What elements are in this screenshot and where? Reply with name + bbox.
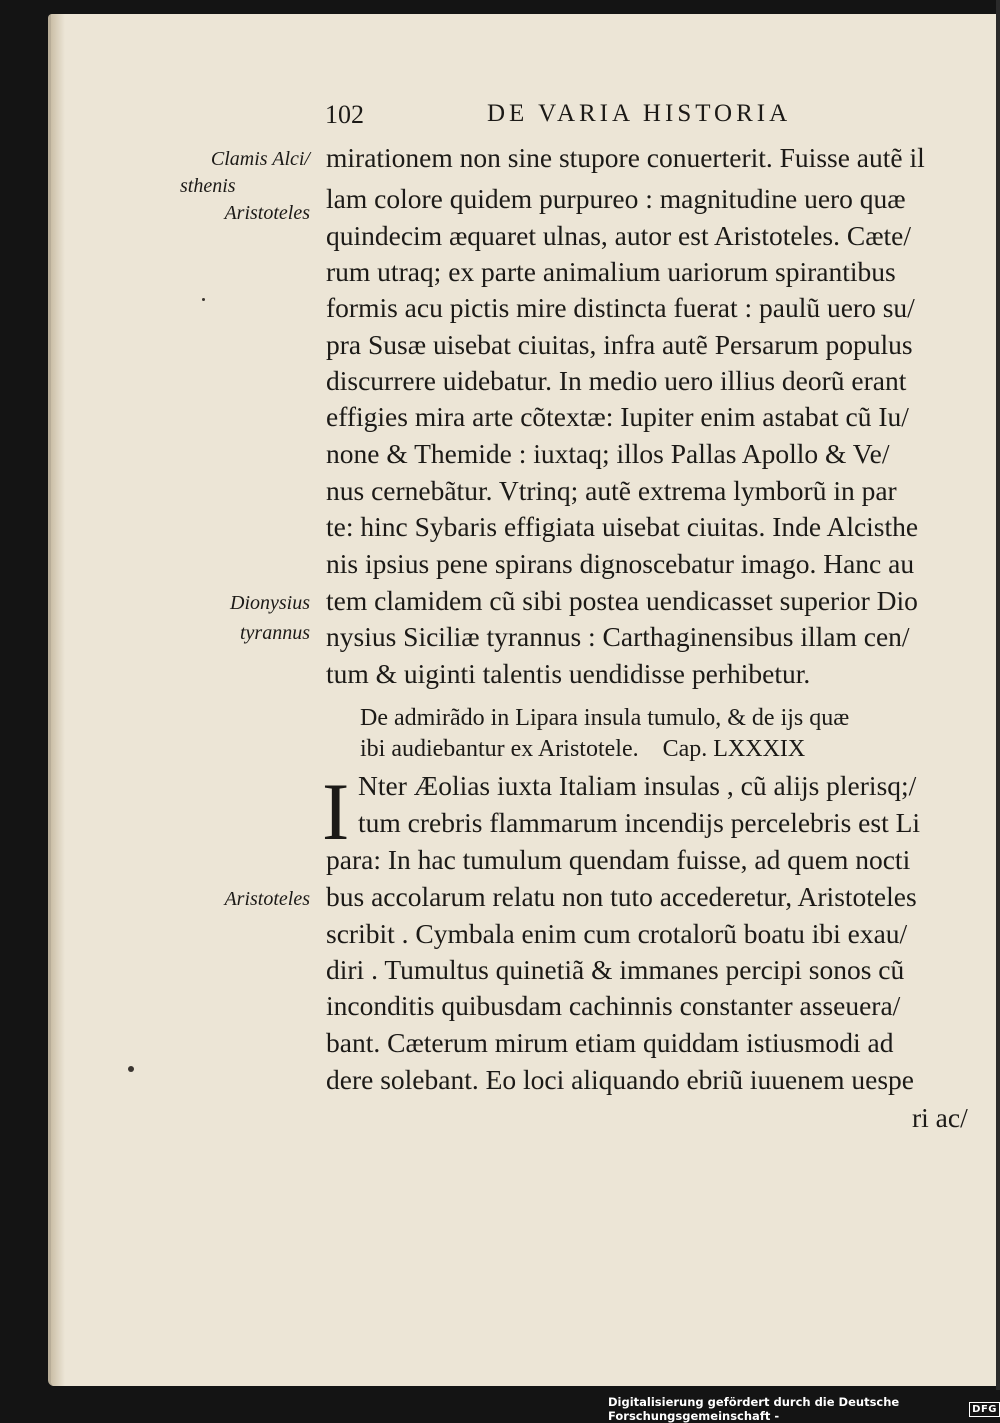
marginal-line: Aristoteles bbox=[224, 202, 310, 224]
text-line: bant. Cæterum mirum etiam quiddam istiusmodi ad bbox=[326, 1027, 894, 1058]
marginal-line: Dionysius bbox=[230, 592, 310, 614]
text-line: Nter Æolias iuxta Italiam insulas , cũ alijs plerisq;/ bbox=[358, 770, 917, 801]
initial-capital: I bbox=[322, 766, 350, 857]
text-line: diri . Tumultus quinetiã & immanes percipi sonos cũ bbox=[326, 954, 905, 985]
marginal-note-aristoteles bbox=[160, 886, 310, 912]
text-line: bus accolarum relatu non tuto accederetur, Aristoteles bbox=[326, 881, 917, 912]
text-line: effigies mira arte cõtextæ: Iupiter enim astabat cũ Iu/ bbox=[326, 401, 909, 432]
catchword: ri ac/ bbox=[912, 1102, 968, 1133]
ink-spot bbox=[128, 1066, 134, 1072]
book-edge bbox=[996, 0, 1000, 1390]
page-gutter-shadow bbox=[51, 14, 65, 1386]
text-line: tum & uiginti talentis uendidisse perhibetur. bbox=[326, 658, 811, 689]
footer-text: Digitalisierung gefördert durch die Deutsche Forschungsgemeinschaft - bbox=[608, 1395, 900, 1423]
text-line: nis ipsius pene spirans dignoscebatur imago. Hanc au bbox=[326, 548, 915, 579]
dfg-logo: DFG bbox=[969, 1402, 1000, 1417]
marginal-line: Clamis Alci/ bbox=[210, 148, 310, 170]
text-line: te: hinc Sybaris effigiata uisebat ciuitas. Inde Alcisthe bbox=[326, 511, 919, 542]
chapter-heading-line: De admirãdo in Lipara insula tumulo, & de ijs quæ bbox=[360, 705, 850, 731]
text-line: none & Themide : iuxtaq; illos Pallas Apollo & Ve/ bbox=[326, 438, 890, 469]
text-line: tem clamidem cũ sibi postea uendicasset superior Dio bbox=[326, 585, 918, 616]
text-line: nysius Siciliæ tyrannus : Carthaginensibus illam cen/ bbox=[326, 621, 910, 652]
ink-spot bbox=[202, 298, 205, 301]
text-line: nus cernebãtur. Vtrinq; autẽ extrema lymborũ in par bbox=[326, 475, 897, 506]
chapter-heading-line: ibi audiebantur ex Aristotele. Cap. LXXXIX bbox=[360, 736, 806, 762]
marginal-line: Aristoteles bbox=[224, 888, 310, 910]
text-line: mirationem non sine stupore conuerterit. Fuisse autẽ il bbox=[326, 142, 925, 173]
marginal-note-clamis bbox=[160, 146, 310, 227]
folio-number: 102 bbox=[325, 100, 364, 129]
text-line: tum crebris flammarum incendijs percelebris est Li bbox=[358, 807, 921, 838]
text-line: discurrere uidebatur. In medio uero illius deorũ erant bbox=[326, 365, 907, 396]
marginal-note-dionysius bbox=[160, 588, 310, 648]
text-line: scribit . Cymbala enim cum crotalorũ boatu ibi exau/ bbox=[326, 918, 908, 949]
text-line: formis acu pictis mire distincta fuerat : paulũ uero su/ bbox=[326, 292, 915, 323]
digitization-footer bbox=[608, 1395, 1000, 1423]
text-line: rum utraq; ex parte animalium uariorum spirantibus bbox=[326, 256, 896, 287]
running-head bbox=[325, 100, 845, 134]
marginal-line: sthenis bbox=[180, 175, 236, 197]
text-line: lam colore quidem purpureo : magnitudine uero quæ bbox=[326, 183, 906, 214]
text-line: dere solebant. Eo loci aliquando ebriũ iuuenem uespe bbox=[326, 1064, 915, 1095]
marginal-line: tyrannus bbox=[240, 622, 310, 644]
text-line: pra Susæ uisebat ciuitas, infra autẽ Persarum populus bbox=[326, 329, 913, 360]
text-line: inconditis quibusdam cachinnis constanter asseuera/ bbox=[326, 990, 901, 1021]
text-line: quindecim æquaret ulnas, autor est Aristoteles. Cæte/ bbox=[326, 220, 912, 251]
running-title: DE VARIA HISTORIA bbox=[487, 100, 792, 127]
text-line: para: In hac tumulum quendam fuisse, ad quem nocti bbox=[326, 844, 911, 875]
